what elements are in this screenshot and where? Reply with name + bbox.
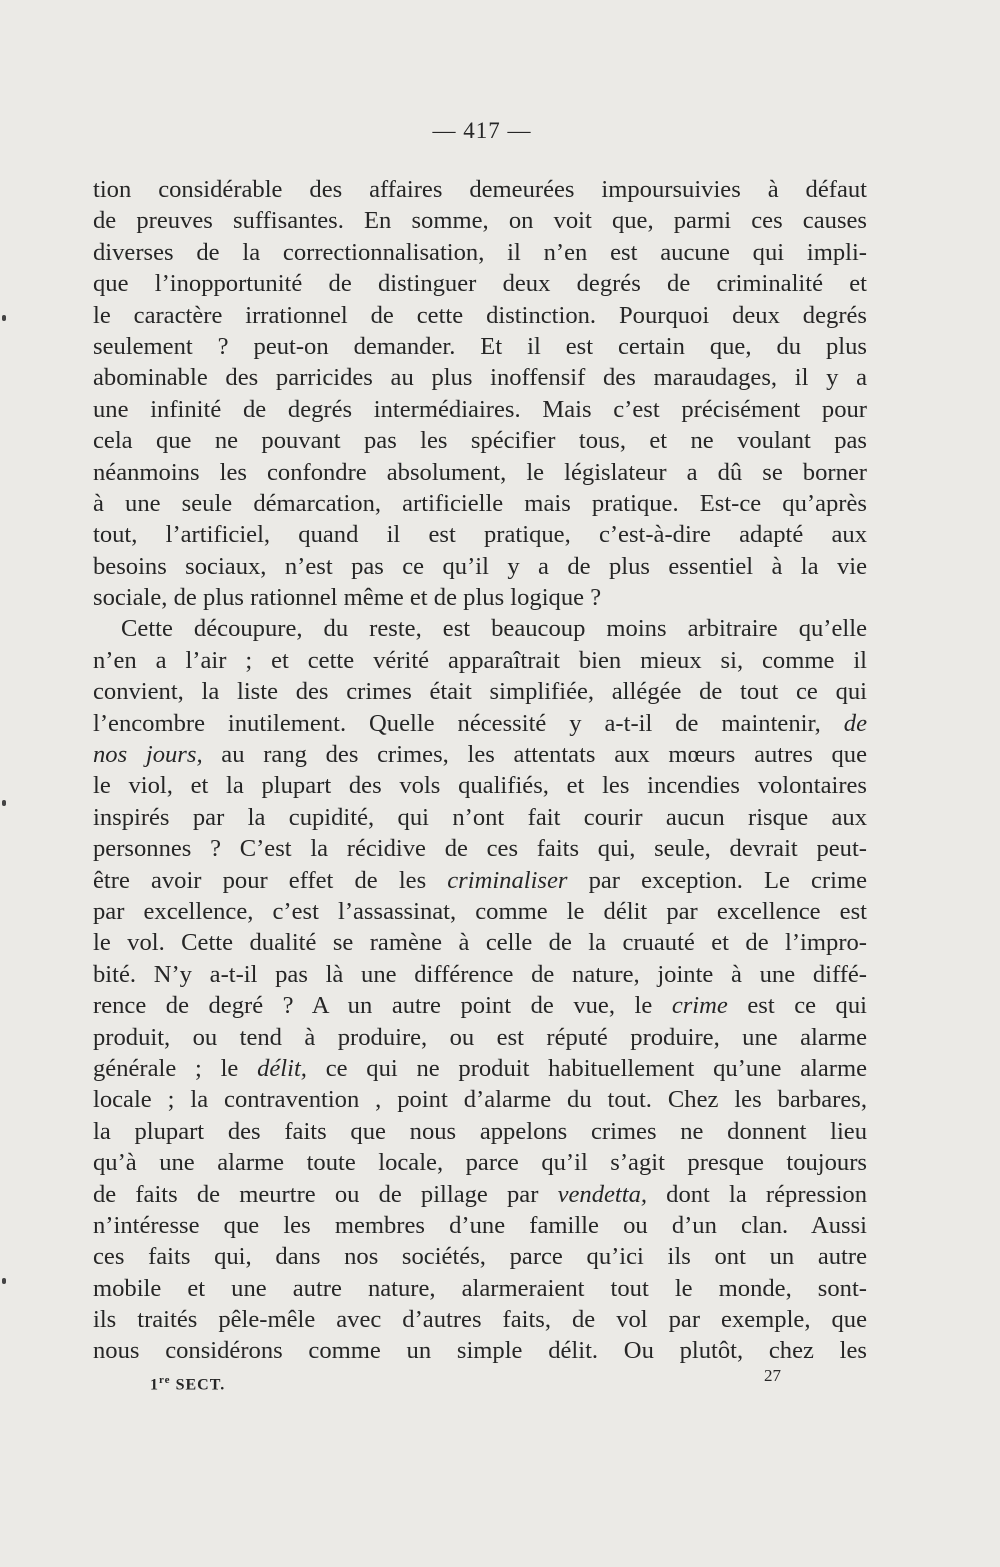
text-segment: inspirés par la cupidité, qui n’ont fait courir aucun risque aux <box>93 803 867 831</box>
text-segment: à une seule démarcation, artificielle mais pratique. Est-ce qu’après <box>93 489 867 517</box>
text-segment: cela que ne pouvant pas les spécifier tous, et ne voulant pas <box>93 427 867 455</box>
text-line <box>93 300 867 331</box>
text-segment: néanmoins les confondre absolument, le législateur a dû se borner <box>93 458 867 486</box>
text-segment: par exception. Le crime <box>567 866 867 894</box>
text-line <box>93 362 867 393</box>
text-line <box>93 1273 867 1304</box>
text-segment: n’en a l’air ; et cette vérité apparaîtrait bien mieux si, comme il <box>93 646 867 674</box>
text-line <box>93 457 867 488</box>
text-line <box>93 394 867 425</box>
text-segment: est ce qui <box>727 992 867 1020</box>
text-segment: être avoir pour effet de les <box>93 866 448 894</box>
text-line <box>93 331 867 362</box>
text-segment: tout, l’artificiel, quand il est pratique, c’est-à-dire adapté aux <box>93 521 867 549</box>
text-line <box>93 739 867 770</box>
margin-speck <box>2 1278 6 1284</box>
text-segment: l’encombre inutilement. Quelle nécessité y a-t-il de maintenir, <box>93 709 844 737</box>
text-segment: de preuves suffisantes. En somme, on voit que, parmi ces causes <box>93 207 867 235</box>
text-line <box>93 1053 867 1084</box>
text-segment: le caractère irrationnel de cette distinction. Pourquoi deux degrés <box>93 301 867 329</box>
text-segment: seulement ? peut-on demander. Et il est certain que, du plus <box>93 332 867 360</box>
text-segment: ces faits qui, dans nos sociétés, parce qu’ici ils ont un autre <box>93 1243 867 1271</box>
italic-text: vendetta, <box>557 1180 648 1208</box>
text-segment: tion considérable des affaires demeurées impoursuivies à défaut <box>93 176 867 203</box>
text-segment: la plupart des faits que nous appelons crimes ne donnent lieu <box>93 1117 867 1145</box>
text-segment: une infinité de degrés intermédiaires. Mais c’est précisément pour <box>93 395 867 423</box>
text-line <box>93 1179 867 1210</box>
body-text <box>93 174 867 1367</box>
text-line <box>93 896 867 927</box>
text-segment: n’intéresse que les membres d’une famille ou d’un clan. Aussi <box>93 1211 867 1239</box>
text-segment: dont la répression <box>647 1180 868 1208</box>
text-segment: sociale, de plus rationnel même et de plus logique ? <box>93 584 602 612</box>
signature-mark <box>150 1374 225 1394</box>
signature-superscript: re <box>159 1374 171 1386</box>
text-segment: rence de degré ? A un autre point de vue, le <box>93 992 672 1020</box>
text-segment: ce qui ne produit habituellement qu’une alarme <box>306 1054 867 1082</box>
text-line <box>93 959 867 990</box>
text-line <box>93 865 867 896</box>
text-segment: générale ; le <box>93 1054 258 1082</box>
text-segment: Cette découpure, du reste, est beaucoup moins arbitraire qu’elle <box>121 615 867 643</box>
text-line <box>93 708 867 739</box>
text-line <box>93 1304 867 1335</box>
signature-number: 1 <box>150 1376 159 1394</box>
text-line <box>93 990 867 1021</box>
text-line <box>93 1335 867 1366</box>
signature-section: SECT. <box>170 1376 226 1394</box>
italic-text: criminaliser <box>447 866 568 894</box>
text-segment: besoins sociaux, n’est pas ce qu’il y a de plus essentiel à la vie <box>93 552 867 580</box>
margin-speck <box>2 315 6 321</box>
italic-text: délit, <box>257 1054 307 1082</box>
text-line <box>93 1210 867 1241</box>
text-line <box>93 833 867 864</box>
text-segment: que l’inopportunité de distinguer deux degrés de criminalité et <box>93 270 867 298</box>
text-segment: au rang des crimes, les attentats aux mœurs autres que <box>202 741 868 769</box>
text-line <box>93 174 867 205</box>
text-line <box>93 1241 867 1272</box>
text-line <box>93 519 867 550</box>
text-segment: le viol, et la plupart des vols qualifiés, et les incendies volontaires <box>93 772 867 800</box>
text-line <box>93 425 867 456</box>
text-segment: de faits de meurtre ou de pillage par <box>93 1180 558 1208</box>
italic-text: nos jours, <box>93 741 203 769</box>
text-line <box>93 1022 867 1053</box>
text-line <box>93 237 867 268</box>
text-line <box>93 1084 867 1115</box>
text-segment: par excellence, c’est l’assassinat, comme le délit par excellence est <box>93 897 867 925</box>
text-line <box>93 613 867 644</box>
text-line <box>93 927 867 958</box>
text-segment: mobile et une autre nature, alarmeraient tout le monde, sont- <box>93 1274 867 1302</box>
text-line <box>93 582 867 613</box>
text-segment: produit, ou tend à produire, ou est réputé produire, une alarme <box>93 1023 867 1051</box>
text-line <box>93 551 867 582</box>
text-line <box>93 1147 867 1178</box>
folio-number: 27 <box>764 1366 781 1385</box>
text-line <box>93 645 867 676</box>
text-line <box>93 1116 867 1147</box>
text-segment: convient, la liste des crimes était simplifiée, allégée de tout ce qui <box>93 678 867 706</box>
text-segment: ils traités pêle-mêle avec d’autres faits, de vol par exemple, que <box>93 1306 867 1334</box>
text-segment: bité. N’y a-t-il pas là une différence de nature, jointe à une diffé- <box>93 960 867 988</box>
text-segment: abominable des parricides au plus inoffensif des maraudages, il y a <box>93 364 867 392</box>
text-line <box>93 488 867 519</box>
text-line <box>93 802 867 833</box>
italic-text: crime <box>671 992 728 1020</box>
text-line <box>93 268 867 299</box>
text-line <box>93 205 867 236</box>
text-segment: le vol. Cette dualité se ramène à celle de la cruauté et de l’impro- <box>93 929 867 957</box>
text-line <box>93 676 867 707</box>
page-number: — 417 — <box>432 118 532 143</box>
text-segment: qu’à une alarme toute locale, parce qu’il s’agit presque toujours <box>93 1149 867 1177</box>
text-line <box>93 770 867 801</box>
margin-speck <box>2 800 6 806</box>
italic-text: de <box>843 709 867 737</box>
text-segment: diverses de la correctionnalisation, il n’en est aucune qui impli- <box>93 238 867 266</box>
text-segment: personnes ? C’est la récidive de ces faits qui, seule, devrait peut- <box>93 835 867 863</box>
text-segment: locale ; la contravention , point d’alarme du tout. Chez les barbares, <box>93 1086 867 1114</box>
text-segment: nous considérons comme un simple délit. Ou plutôt, chez les <box>93 1337 867 1365</box>
